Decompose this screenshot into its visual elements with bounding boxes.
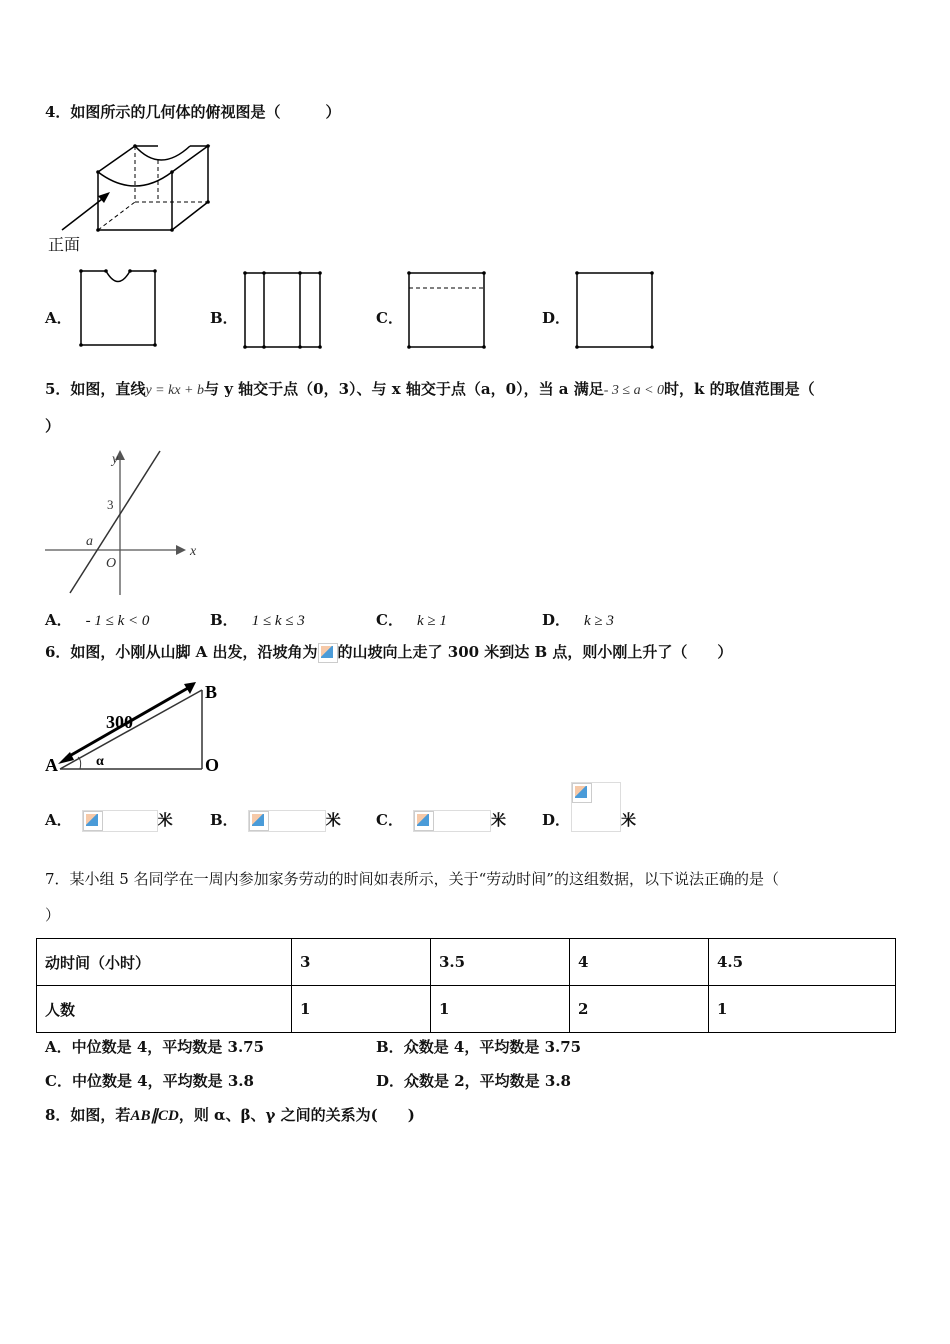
table-cell: 1 — [431, 986, 570, 1033]
table-cell: 1 — [709, 986, 896, 1033]
q6-point-a: A — [45, 755, 58, 775]
q5-line-equation: y = kx + b — [145, 383, 204, 398]
table-cell: 动时间（小时） — [37, 939, 292, 986]
q4-option-b-figure — [242, 270, 324, 350]
q4-option-c-figure — [406, 270, 488, 350]
q7-option-b[interactable]: B．众数是 4，平均数是 3.75 — [376, 1038, 582, 1056]
q5-origin-label: O — [106, 556, 117, 571]
q7-stem-end: ） — [45, 906, 61, 924]
q4-option-d-figure — [574, 270, 656, 350]
q6-length-label: 300 — [106, 712, 133, 732]
q4-option-b[interactable]: B． — [210, 309, 238, 327]
table-row — [37, 986, 896, 1033]
q6-stem: 6．如图，小刚从山脚 A 出发，沿坡角为 的山坡向上走了 300 米到达 B 点，则小刚上升了（ ） — [45, 643, 733, 661]
q6-option-b[interactable]: B． 米 — [210, 810, 341, 832]
q4-option-a[interactable]: A． — [45, 309, 72, 327]
q5-option-d[interactable]: D． k ≥ 3 — [542, 611, 614, 629]
q6-option-d[interactable]: D． — [542, 811, 571, 829]
q5-option-c[interactable]: C． k ≥ 1 — [376, 611, 447, 629]
q6-option-c[interactable]: C． 米 — [376, 810, 506, 832]
q4-option-c[interactable]: C． — [376, 309, 403, 327]
q7-stem: 7．某小组 5 名同学在一周内参加家务劳动的时间如表所示，关于“劳动时间”的这组数据，以下说法正确的是（ — [45, 870, 779, 888]
broken-image-icon — [318, 643, 338, 663]
q6-option-d-image — [571, 782, 621, 832]
q5-tick-3: 3 — [107, 497, 114, 512]
q5-stem: 5．如图，直线y = kx + b与 y 轴交于点（0，3）、与 x 轴交于点（a，0），当 a 满足- 3 ≤ a < 0时，k 的取值范围是（ — [45, 380, 815, 398]
table-cell: 人数 — [37, 986, 292, 1033]
q4-option-a-figure — [78, 268, 160, 348]
table-cell: 2 — [570, 986, 709, 1033]
q5-a-label: a — [86, 534, 93, 549]
q8-parallel-math: AB∥CD — [130, 1108, 179, 1124]
q6-angle-label: α — [96, 754, 104, 769]
table-row — [37, 939, 896, 986]
q6-point-o: O — [205, 755, 220, 775]
q5-graph — [40, 445, 210, 600]
table-cell: 1 — [292, 986, 431, 1033]
q5-option-a[interactable]: A． - 1 ≤ k < 0 — [45, 611, 150, 629]
q7-option-a[interactable]: A．中位数是 4，平均数是 3.75 — [45, 1038, 265, 1056]
q5-x-label: x — [190, 544, 197, 559]
q5-condition: - 3 ≤ a < 0 — [603, 383, 665, 398]
q7-option-c[interactable]: C．中位数是 4，平均数是 3.8 — [45, 1072, 254, 1090]
q4-stem: 4．如图所示的几何体的俯视图是（ ） — [45, 103, 341, 121]
q5-option-b[interactable]: B． 1 ≤ k ≤ 3 — [210, 611, 305, 629]
q4-option-d[interactable]: D． — [542, 309, 571, 327]
q8-stem: 8．如图，若AB∥CD，则 α、β、γ 之间的关系为( ) — [45, 1106, 415, 1124]
q7-data-table — [36, 938, 896, 1033]
table-cell: 4 — [570, 939, 709, 986]
q6-option-d-unit: 米 — [621, 811, 637, 829]
q6-option-a[interactable]: A． 米 — [45, 810, 173, 832]
table-cell: 3 — [292, 939, 431, 986]
q6-point-b: B — [205, 682, 218, 702]
q6-slope-figure — [40, 676, 230, 781]
q5-y-label: y — [112, 452, 119, 467]
q4-front-label: 正面 — [48, 235, 81, 254]
q7-option-d[interactable]: D．众数是 2，平均数是 3.8 — [376, 1072, 571, 1090]
q5-stem-end: ） — [45, 417, 61, 435]
table-cell: 4.5 — [709, 939, 896, 986]
table-cell: 3.5 — [431, 939, 570, 986]
